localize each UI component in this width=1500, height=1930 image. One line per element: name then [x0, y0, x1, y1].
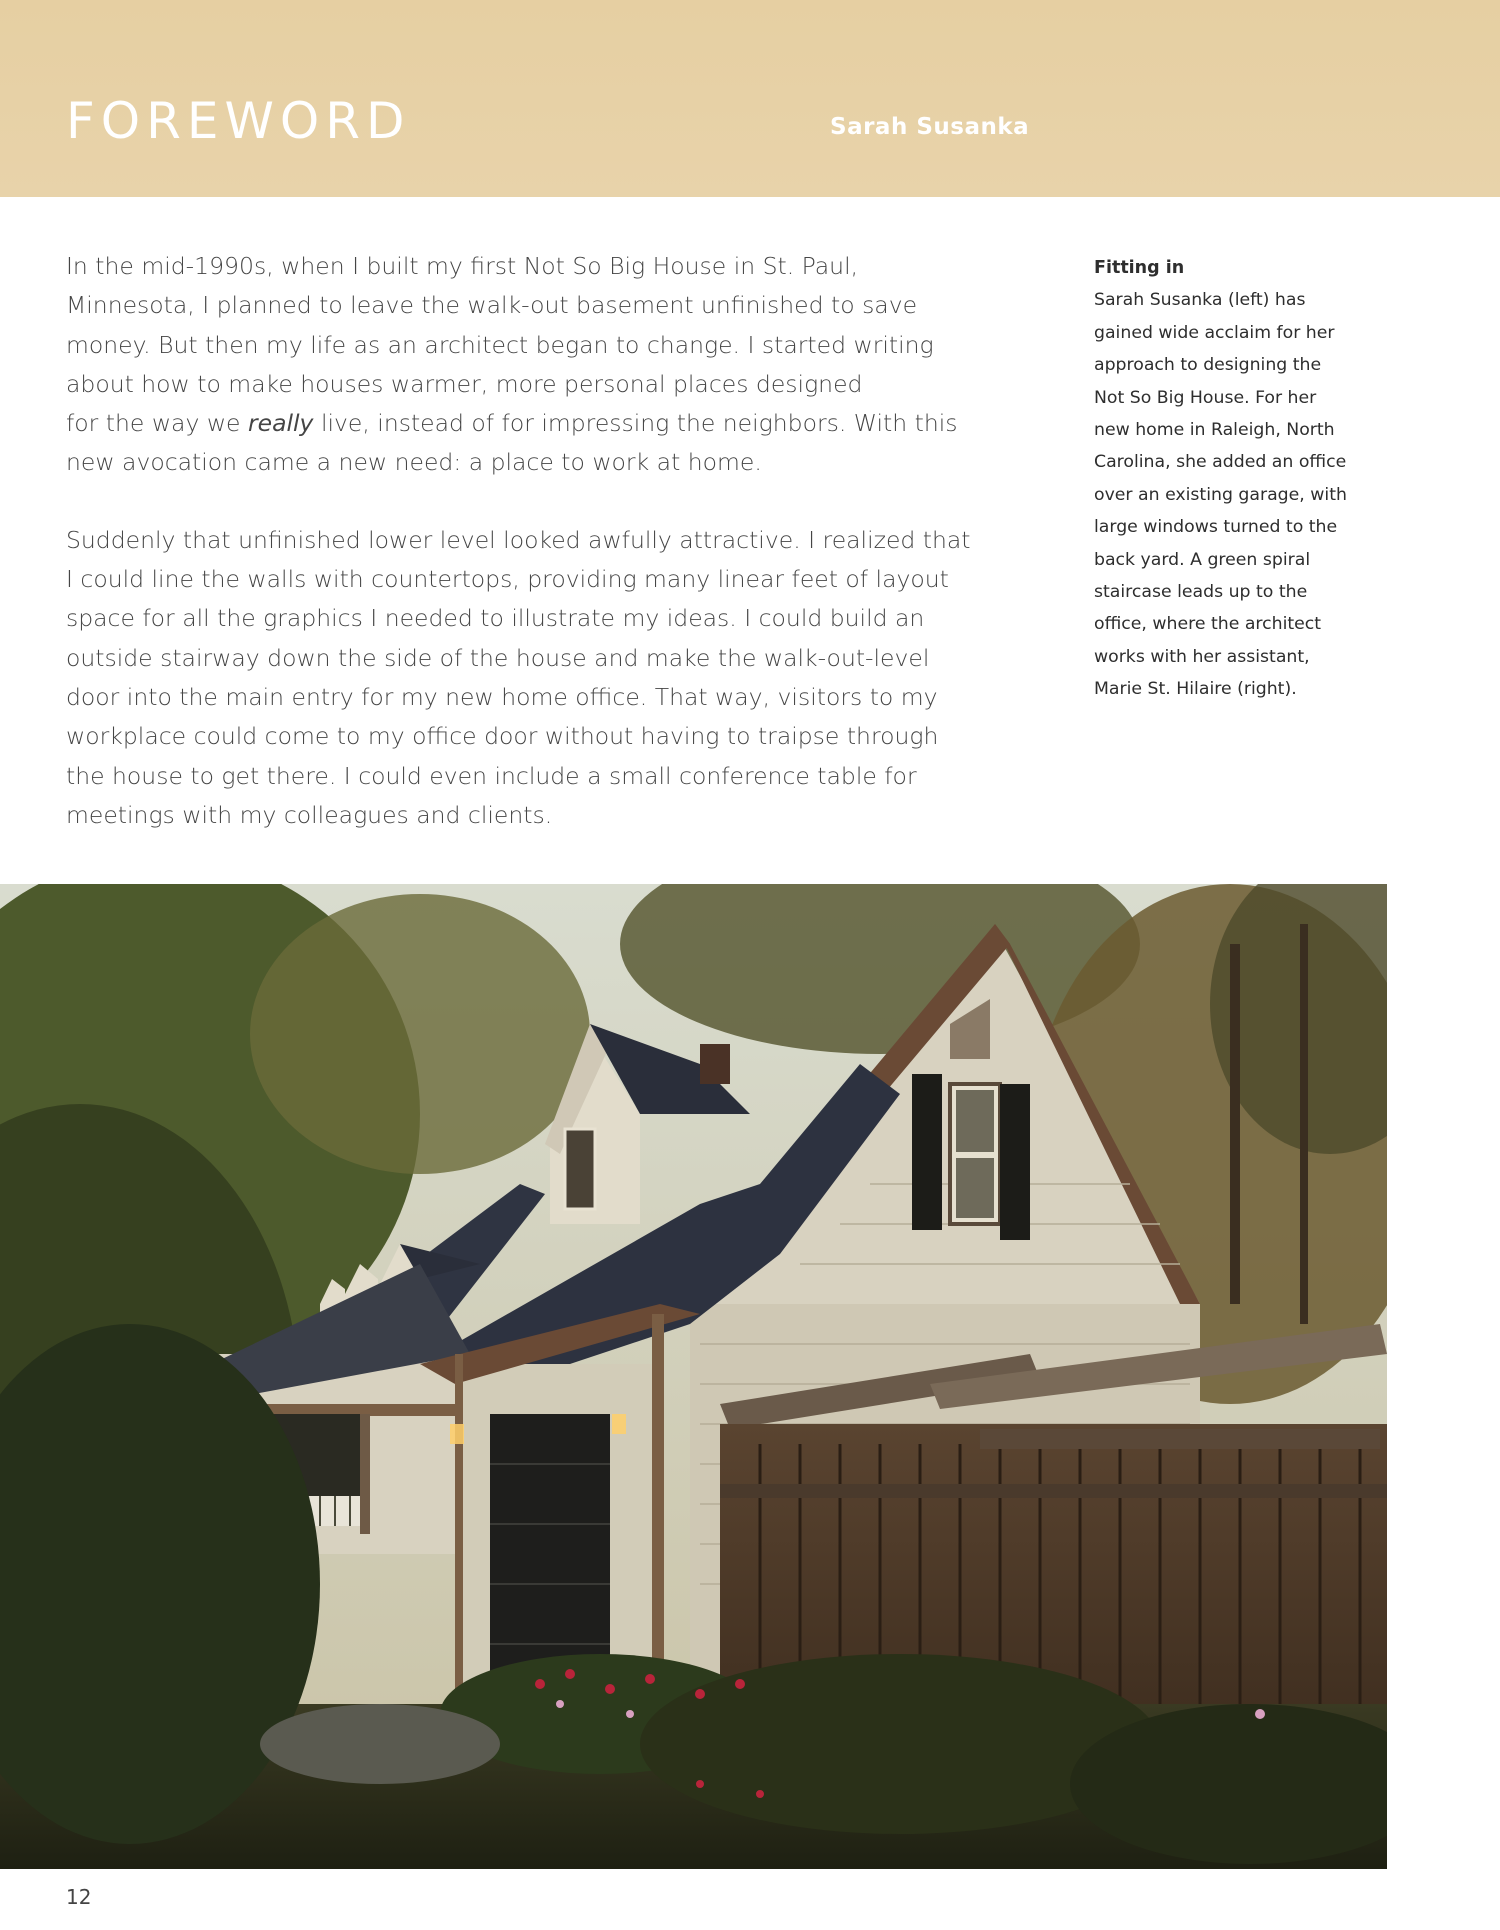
caption-line: Marie St. Hilaire (right).: [1094, 679, 1297, 700]
caption-line: gained wide acclaim for her: [1094, 322, 1335, 343]
house-photo: [0, 884, 1387, 1869]
text-line: outside stairway down the side of the house and make the walk-out-level: [66, 643, 930, 672]
author-name: Sarah Susanka: [830, 114, 1030, 140]
text-segment: live, instead of for impressing the neighbors. With this: [313, 409, 958, 438]
main-text: [66, 247, 1046, 873]
text-line: new avocation came a new need: a place to work at home.: [66, 448, 762, 477]
text-line: about how to make houses warmer, more personal places designed: [66, 369, 863, 398]
paragraph-2: [66, 521, 1046, 835]
header-band: [0, 0, 1500, 197]
caption-line: Carolina, she added an office: [1094, 452, 1347, 473]
caption-line: back yard. A green spiral: [1094, 549, 1311, 570]
text-line: workplace could come to my office door without having to traipse through: [66, 722, 939, 751]
page-number: 12: [66, 1885, 92, 1909]
text-line: door into the main entry for my new home office. That way, visitors to my: [66, 682, 938, 711]
text-line: meetings with my colleagues and clients.: [66, 800, 553, 829]
caption-line: Sarah Susanka (left) has: [1094, 290, 1306, 311]
caption-line: Not So Big House. For her: [1094, 387, 1317, 408]
caption-line: over an existing garage, with: [1094, 484, 1347, 505]
house-illustration: [0, 884, 1387, 1869]
text-line: the house to get there. I could even include a small conference table for: [66, 761, 917, 790]
text-line: [66, 404, 1046, 443]
text-line: In the mid-1990s, when I built my first Not So Big House in St. Paul,: [66, 252, 859, 280]
text-line: Suddenly that unfinished lower level looked awfully attractive. I realized that: [66, 525, 971, 554]
caption-title: Fitting in: [1094, 258, 1185, 278]
text-line: Minnesota, I planned to leave the walk-out basement unfinished to save: [66, 291, 918, 320]
text-segment: for the way we: [66, 409, 248, 438]
text-line: space for all the graphics I needed to illustrate my ideas. I could build an: [66, 604, 925, 633]
page-title: FOREWORD: [66, 92, 411, 150]
caption-line: staircase leads up to the: [1094, 582, 1308, 603]
caption-line: works with her assistant,: [1094, 646, 1310, 667]
caption-line: office, where the architect: [1094, 614, 1322, 635]
text-line: money. But then my life as an architect began to change. I started writing: [66, 330, 934, 359]
paragraph-1: [66, 247, 1046, 483]
emphasis-really: really: [247, 409, 314, 438]
text-line: I could line the walls with countertops, providing many linear feet of layout: [66, 565, 949, 594]
photo-caption: [1094, 252, 1394, 706]
caption-line: approach to designing the: [1094, 355, 1322, 376]
caption-line: new home in Raleigh, North: [1094, 420, 1335, 441]
caption-line: large windows turned to the: [1094, 517, 1338, 538]
